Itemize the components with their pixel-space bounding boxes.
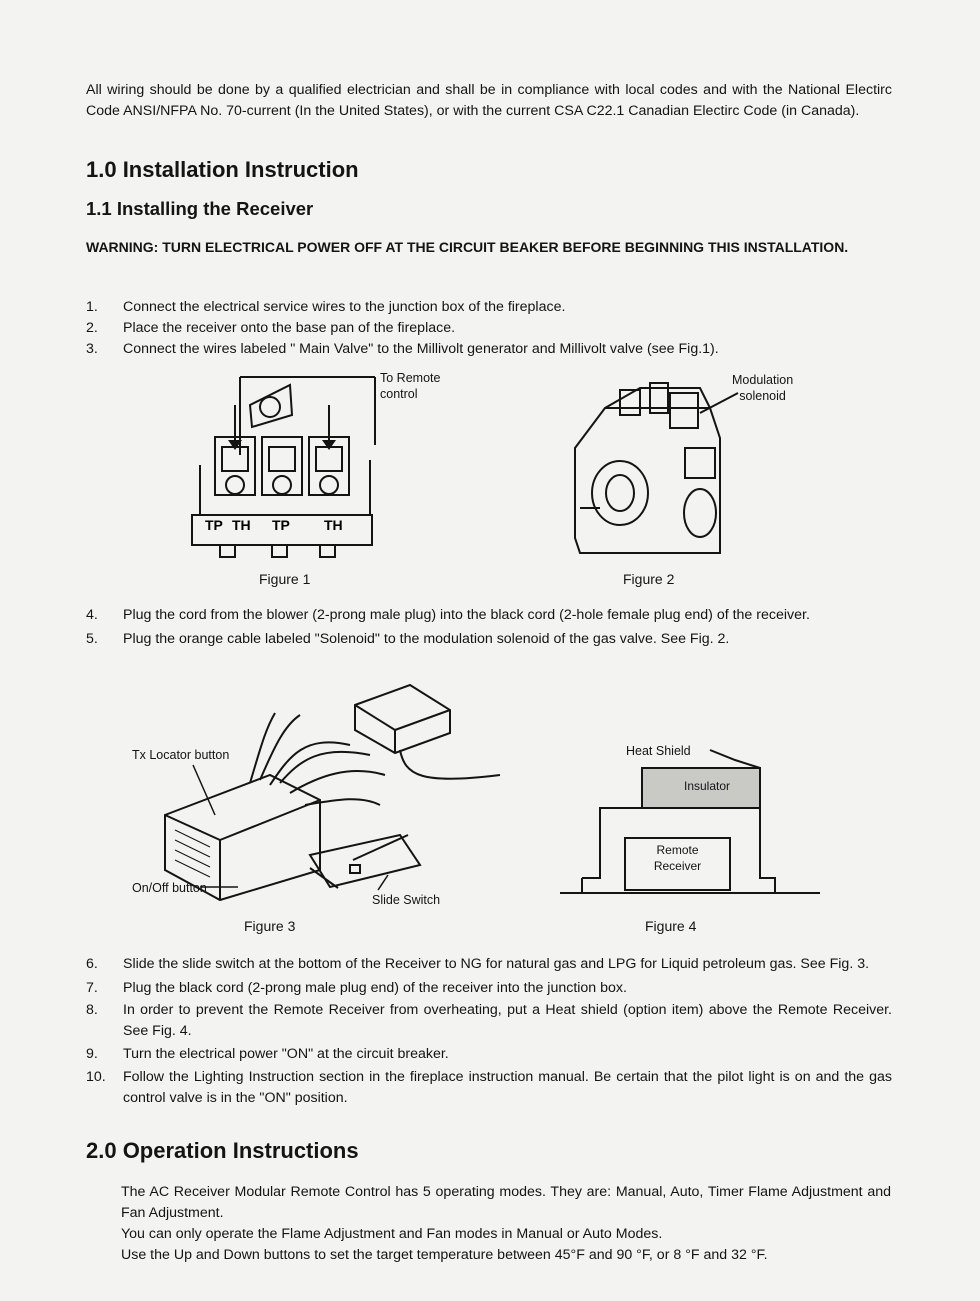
terminal-label: TH <box>232 517 251 533</box>
figure-2 <box>560 368 820 568</box>
intro-paragraph: All wiring should be done by a qualified electrician and shall be in compliance with local codes and with the National Electirc Code ANSI/NFPA No. 70-current (In the United States), or with the current CSA C22.1 Canadian Electirc Code (in Canada). <box>86 82 892 119</box>
figure-1 <box>180 365 480 570</box>
modulation-solenoid-label: Modulation solenoid <box>732 373 794 403</box>
step-item: 8. In order to prevent the Remote Receiver from overheating, put a Heat shield (option item) above the Remote Receiver. See Fig. 4. <box>86 1002 892 1039</box>
step-item: 3. Connect the wires labeled " Main Valve" to the Millivolt generator and Millivolt valve (see Fig.1). <box>86 341 719 357</box>
step-item: 10. Follow the Lighting Instruction section in the fireplace instruction manual. Be certain that the pilot light is on and the gas control valve is in the "ON" position. <box>86 1069 892 1106</box>
receiver-drawing <box>120 665 520 915</box>
section-1-title: 1.0 Installation Instruction <box>86 157 359 182</box>
section-1-1-subtitle: 1.1 Installing the Receiver <box>86 198 314 219</box>
tx-locator-label: Tx Locator button <box>132 748 230 762</box>
operation-paragraph: You can only operate the Flame Adjustment and Fan modes in Manual or Auto Modes. <box>121 1226 663 1242</box>
figure-3 <box>120 665 520 915</box>
step-item: 7. Plug the black cord (2-prong male plug end) of the receiver into the junction box. <box>86 980 627 996</box>
on-off-label: On/Off button <box>132 881 207 895</box>
to-remote-label: To Remote control <box>380 371 441 401</box>
slide-switch-label: Slide Switch <box>372 893 441 907</box>
insulator-label: Insulator <box>683 779 731 793</box>
step-item: 9. Turn the electrical power "ON" at the circuit breaker. <box>86 1046 449 1062</box>
step-item: 6. Slide the slide switch at the bottom of the Receiver to NG for natural gas and LPG for Liquid petroleum gas. See Fig. 3. <box>86 956 870 972</box>
step-item: 5. Plug the orange cable labeled "Solenoid" to the modulation solenoid of the gas valve. See Fig. 2. <box>86 631 730 647</box>
step-item: 1. Connect the electrical service wires to the junction box of the fireplace. <box>86 299 566 315</box>
figure-4-caption: Figure 4 <box>645 918 697 934</box>
heat-shield-label: Heat Shield <box>626 744 691 758</box>
remote-receiver-label: Remote Receiver <box>653 843 702 873</box>
figure-1-caption: Figure 1 <box>259 571 311 587</box>
warning-text: WARNING: TURN ELECTRICAL POWER OFF AT THE CIRCUIT BEAKER BEFORE BEGINNING THIS INSTALLATION. <box>86 239 849 255</box>
steps-list-2 <box>86 605 892 650</box>
section-2-title: 2.0 Operation Instructions <box>86 1138 359 1163</box>
steps-list-1 <box>86 297 892 360</box>
steps-list-3 <box>86 954 892 1109</box>
step-item: 2. Place the receiver onto the base pan of the fireplace. <box>86 320 456 336</box>
step-item: 4. Plug the cord from the blower (2-prong male plug) into the black cord (2-hole female plug end) of the receiver. <box>86 607 810 623</box>
terminal-label: TP <box>205 517 223 533</box>
figure-3-caption: Figure 3 <box>244 918 296 934</box>
terminal-label: TP <box>272 517 290 533</box>
operation-paragraph: The AC Receiver Modular Remote Control has 5 operating modes. They are: Manual, Auto, Timer Flame Adjustment and Fan Adjustment. <box>121 1184 891 1221</box>
terminal-label: TH <box>324 517 343 533</box>
heat-shield-drawing <box>560 738 820 903</box>
operation-paragraphs <box>121 1182 891 1266</box>
figure-4 <box>560 738 820 903</box>
operation-paragraph: Use the Up and Down buttons to set the target temperature between 45°F and 90 °F, or 8 °F and 32 °F. <box>121 1247 768 1263</box>
figure-2-caption: Figure 2 <box>623 571 675 587</box>
